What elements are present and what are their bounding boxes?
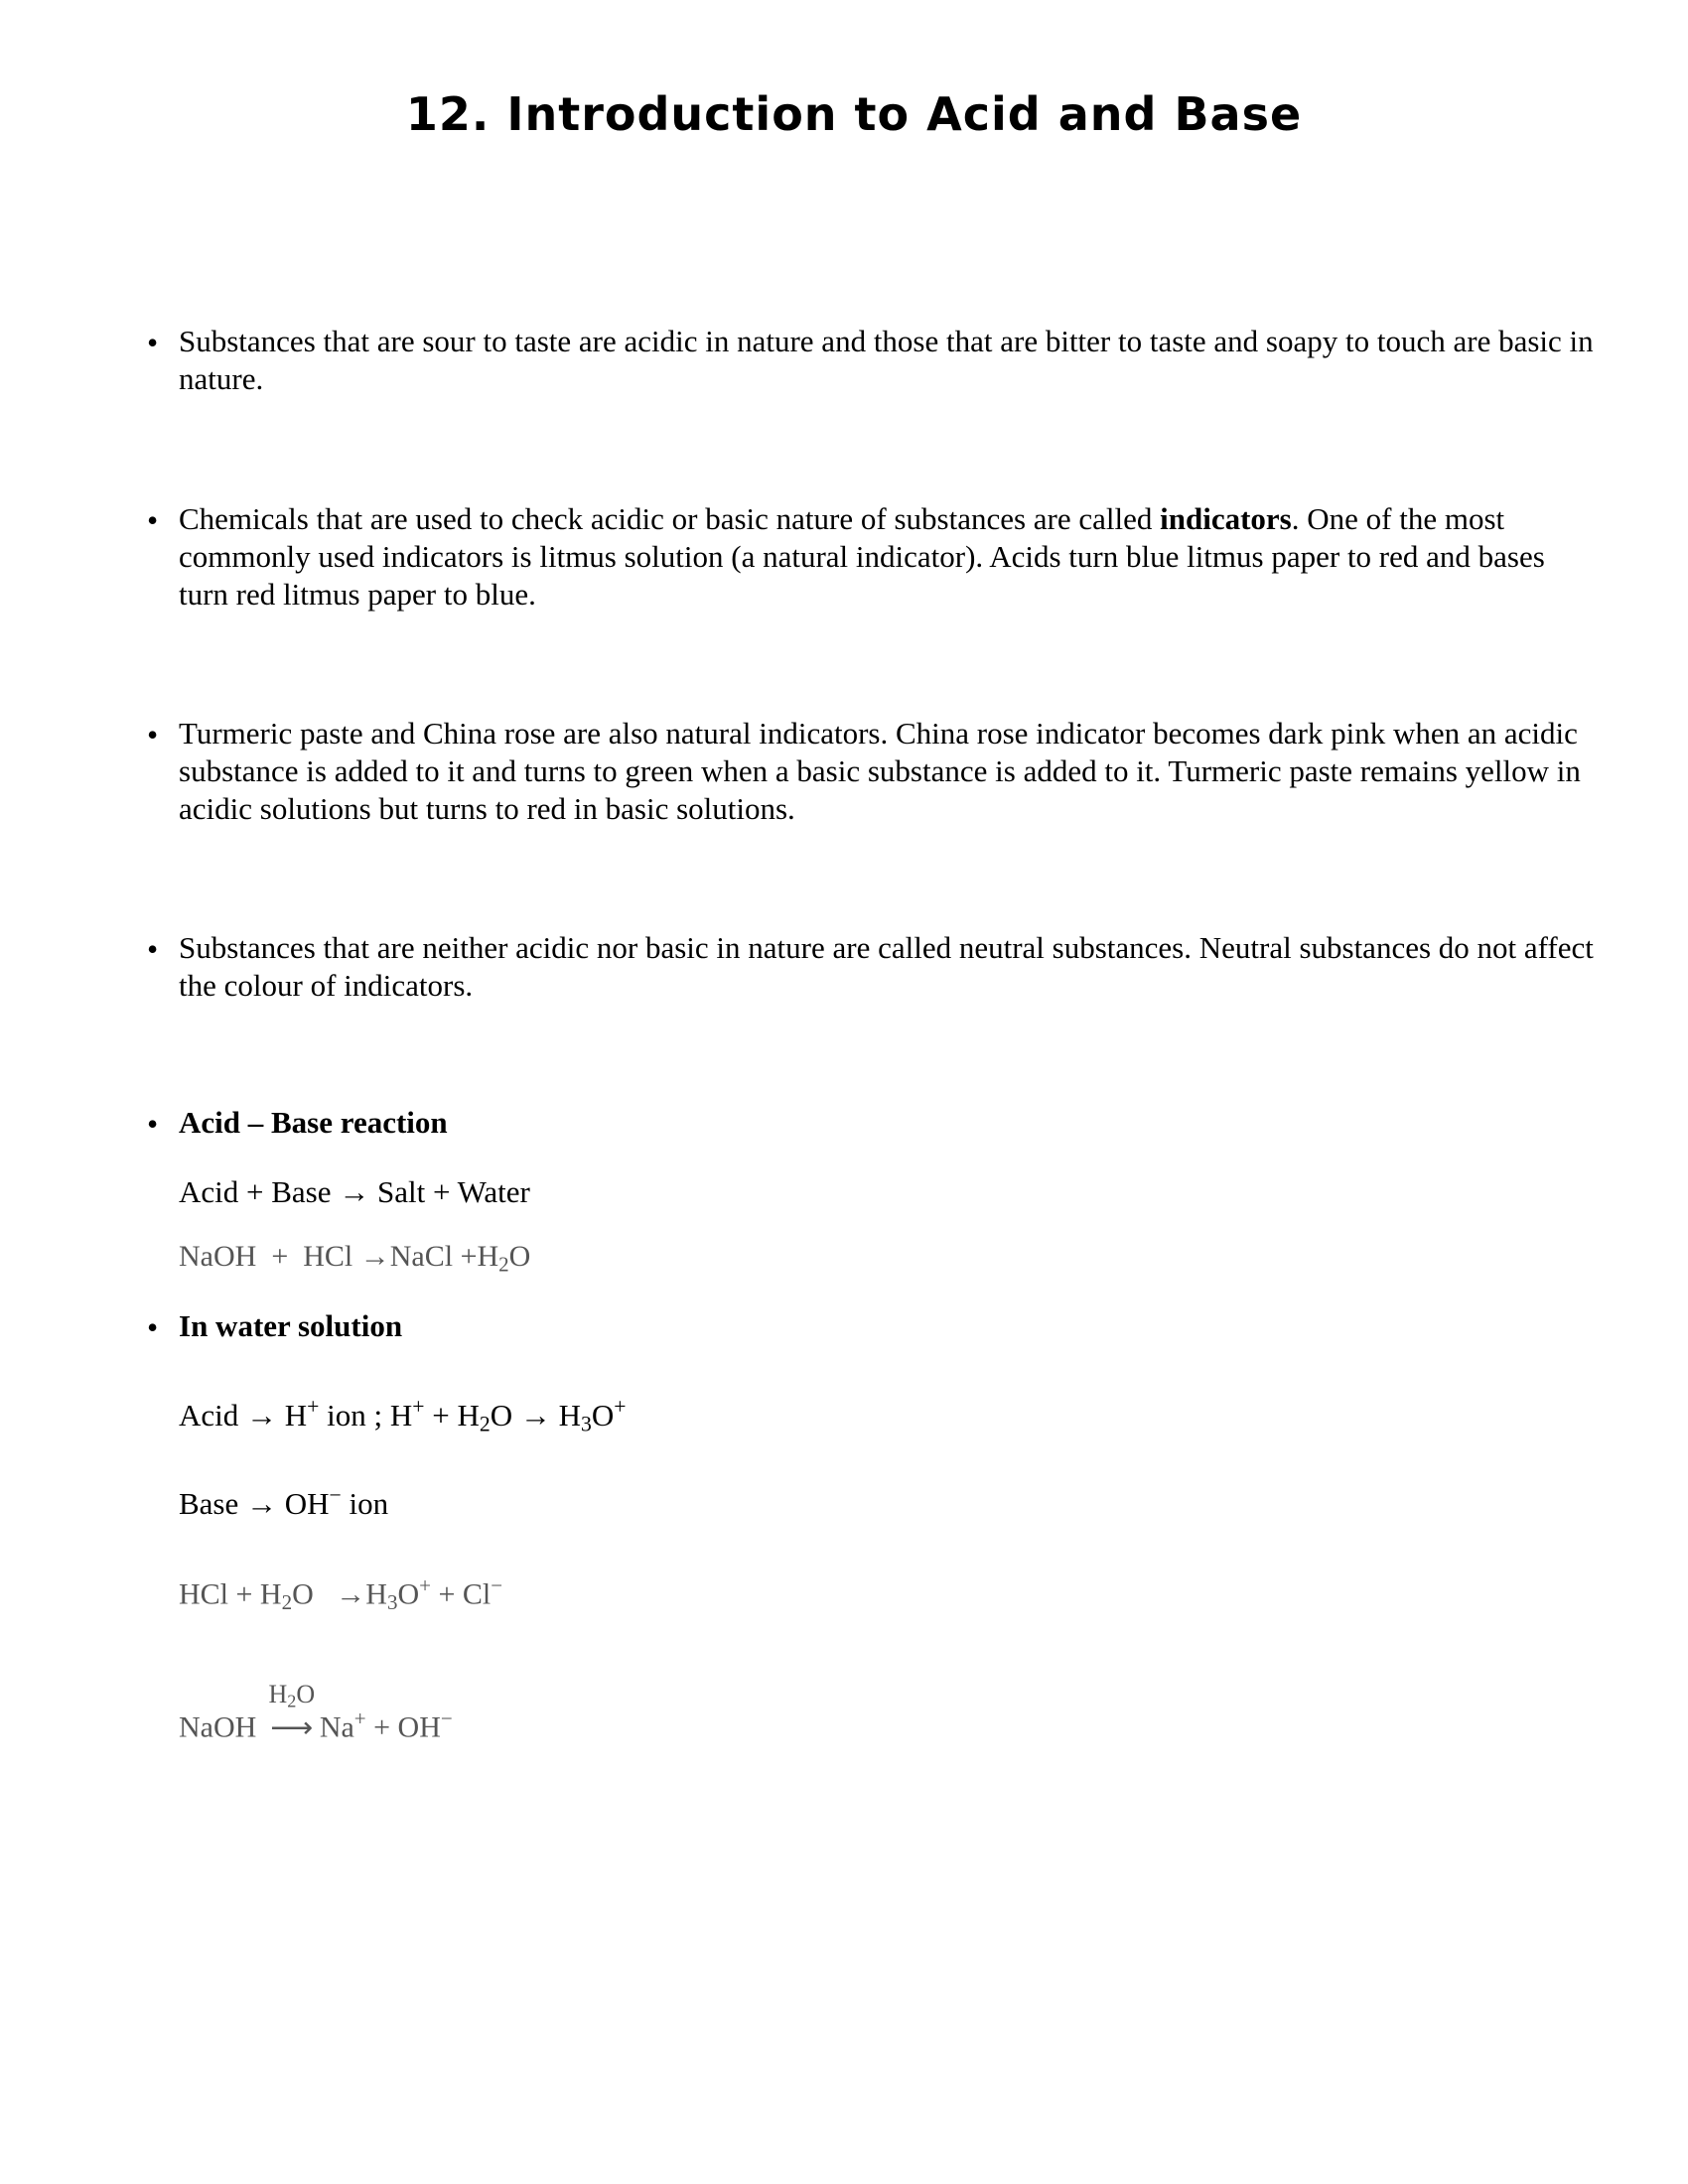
reaction-arrow: → <box>359 1240 390 1273</box>
formula-naoh: NaOH <box>179 1710 257 1744</box>
bullet-marker: • <box>147 931 159 967</box>
word-equation: Acid + Base → Salt + Water <box>179 1174 530 1209</box>
formula-water-o: O <box>508 1240 531 1273</box>
formula-hcl: HCl <box>303 1240 353 1273</box>
superscript: + <box>614 1395 627 1419</box>
subscript: 2 <box>498 1252 509 1277</box>
superscript: − <box>491 1573 503 1597</box>
bullet-marker: • <box>147 1309 159 1345</box>
hydronium-o: O <box>591 1397 615 1433</box>
superscript: − <box>329 1483 342 1507</box>
paragraph-taste: Substances that are sour to taste are acidic in nature and those that are bitter to taste and soapy to touch are basic in nature. <box>179 324 1594 396</box>
subscript: 2 <box>479 1412 491 1436</box>
hydroxide-ion: + OH <box>365 1710 441 1744</box>
chloride: + Cl <box>430 1577 492 1611</box>
sodium-ion: Na <box>319 1710 354 1744</box>
neutralization-equation <box>179 1238 530 1283</box>
formula-nacl: NaCl <box>389 1240 454 1273</box>
hcl-dissociation-equation <box>179 1567 502 1621</box>
acid-arrow-hydronium: O → H <box>490 1397 581 1433</box>
base-lhs: Base → OH <box>179 1485 330 1521</box>
hcl-lhs: HCl + H <box>179 1577 282 1611</box>
arrow-condition <box>264 1676 320 1720</box>
acid-ionization-equation <box>179 1388 626 1442</box>
plus-sign: + <box>271 1240 289 1273</box>
reaction-arrow: ⟶ <box>270 1710 314 1744</box>
bullet-marker: • <box>147 502 159 538</box>
formula-naoh: NaOH <box>179 1240 257 1273</box>
heading-acid-base-reaction: Acid – Base reaction <box>179 1105 448 1140</box>
paragraph-neutral: Substances that are neither acidic nor basic in nature are called neutral substances. Neutral substances do not affect the colour of indicators. <box>179 930 1594 1003</box>
arrow-with-condition <box>264 1679 320 1747</box>
acid-lhs: Acid → H <box>179 1397 308 1433</box>
reaction-arrow: → <box>336 1577 366 1611</box>
superscript: + <box>412 1395 425 1419</box>
indicators-text-before: Chemicals that are used to check acidic or basic nature of substances are called <box>179 501 1161 536</box>
bullet-marker: • <box>147 1106 159 1142</box>
condition-o: O <box>296 1679 316 1708</box>
subscript: 3 <box>386 1589 398 1614</box>
hydronium-h: H <box>365 1577 387 1611</box>
superscript: + <box>307 1395 320 1419</box>
page-title: 12. Introduction to Acid and Base <box>405 87 1303 141</box>
superscript: − <box>440 1706 453 1730</box>
superscript: + <box>353 1706 366 1730</box>
base-rhs: ion <box>341 1485 389 1521</box>
superscript: + <box>419 1573 431 1597</box>
acid-mid: ion ; H <box>319 1397 413 1433</box>
subscript: 2 <box>281 1589 293 1614</box>
paragraph-indicators <box>179 500 1599 614</box>
hydronium-o: O <box>397 1577 420 1611</box>
indicators-text-after: . One of the most commonly used indicators is litmus solution (a natural indicator). Acids turn blue litmus paper to red and bases turn red litmus paper to blue. <box>179 501 1545 612</box>
subscript: 2 <box>287 1691 297 1711</box>
heading-water-solution: In water solution <box>179 1308 403 1343</box>
formula-water-h: H <box>477 1240 499 1273</box>
condition-h: H <box>268 1679 288 1708</box>
acid-plus-water: + H <box>424 1397 480 1433</box>
base-ionization-equation <box>179 1476 388 1523</box>
indicators-term: indicators <box>1160 501 1292 536</box>
hcl-water-o: O <box>292 1577 314 1611</box>
paragraph-natural-indicators: Turmeric paste and China rose are also natural indicators. China rose indicator becomes dark pink when an acidic substance is added to it and turns to green when a basic substance is added to it. Turmeric paste remains yellow in acidic solutions but turns to red in basic solutions. <box>179 716 1581 826</box>
plus-sign: + <box>460 1240 478 1273</box>
bullet-marker: • <box>147 717 159 752</box>
naoh-dissociation-equation <box>179 1679 453 1747</box>
bullet-marker: • <box>147 325 159 360</box>
subscript: 3 <box>581 1412 592 1436</box>
